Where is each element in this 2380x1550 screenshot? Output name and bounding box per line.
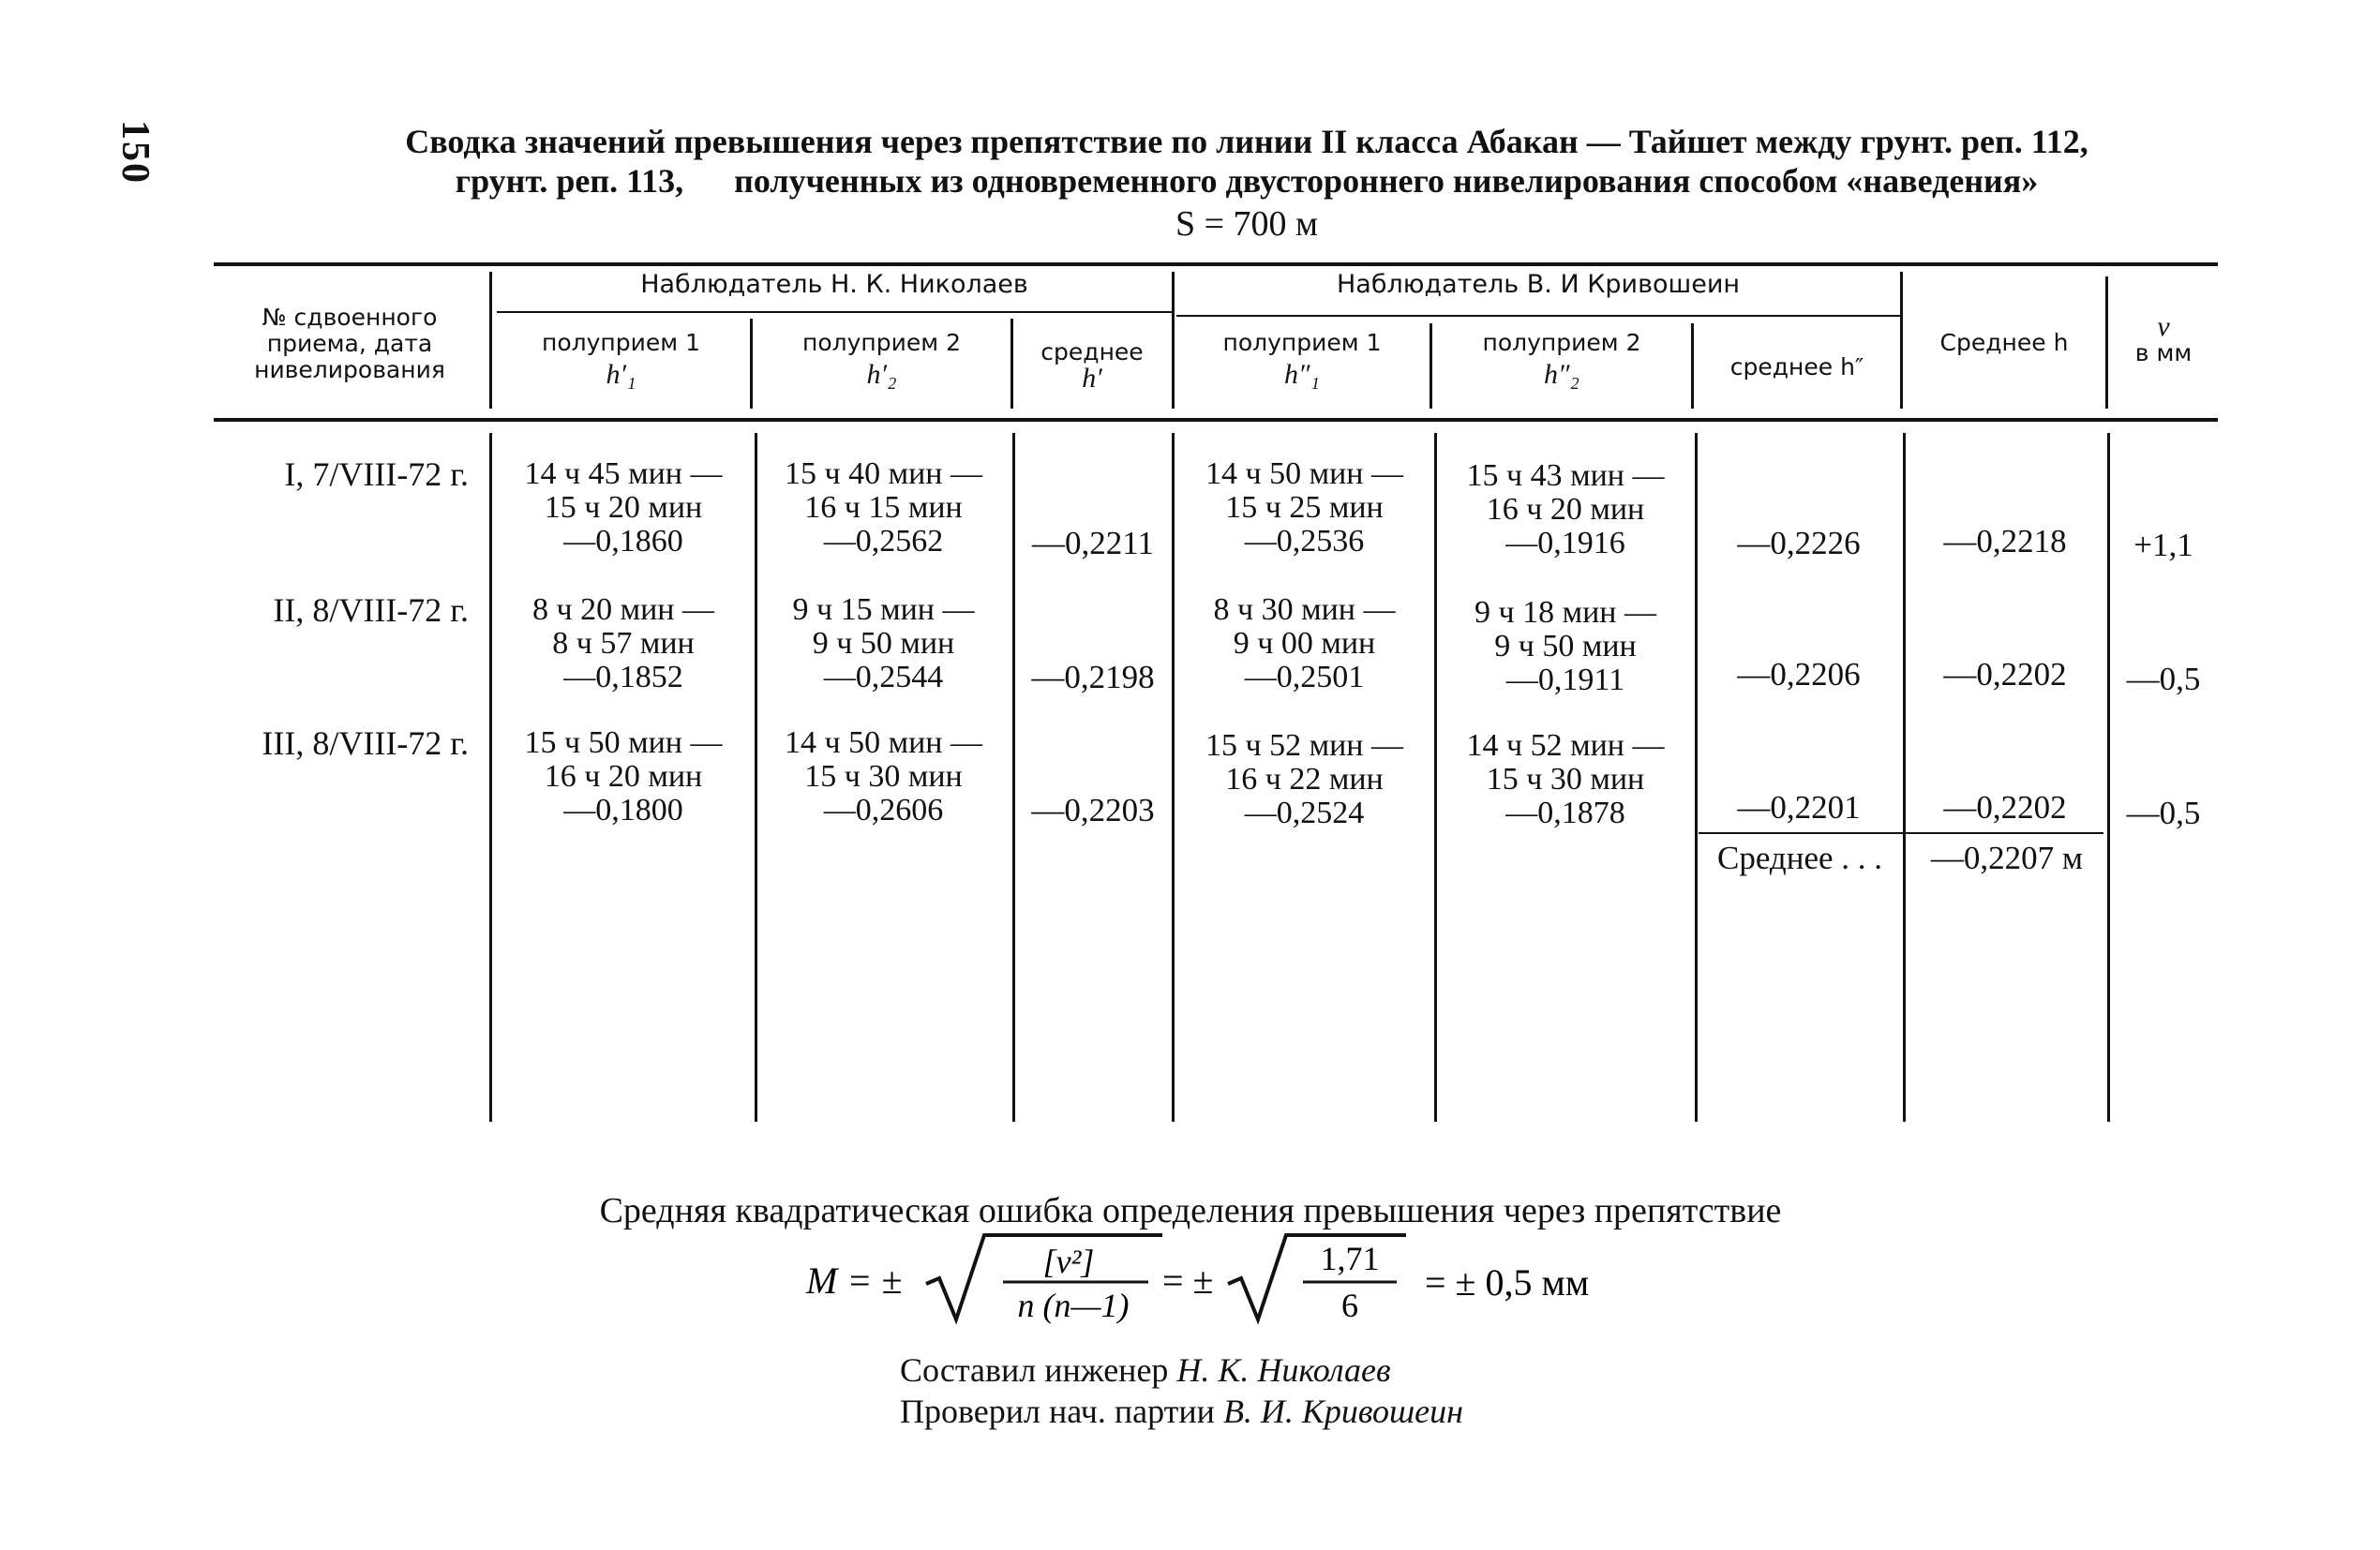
k-avg-cell: —0,2206 [1737, 656, 1861, 693]
row-label: II, 8/VIII-72 г. [273, 591, 469, 629]
header-k-half1: полуприем 1 h″₁ [1222, 329, 1382, 390]
title-line-2: грунт. реп. 113, полученных из одновременного двустороннего нивелирования способом «наведения» [455, 162, 2039, 200]
page-number: 150 [113, 120, 157, 185]
v-cell: —0,5 [2126, 795, 2201, 831]
header-bottom-rule [214, 418, 2218, 422]
header-observer1: Наблюдатель Н. К. Николаев [640, 270, 1028, 299]
signature-checked [900, 1391, 1463, 1432]
row-label: I, 7/VIII-72 г. [284, 455, 469, 493]
observer2-underline [1176, 315, 1900, 317]
k-half2-cell: 15 ч 43 мин — 16 ч 20 мин —0,1916 [1466, 458, 1665, 560]
radical-sign-2 [1228, 1235, 1406, 1319]
v-cell: +1,1 [2133, 527, 2193, 563]
formula-lhs: M = ± [806, 1259, 903, 1302]
n-avg-cell: —0,2198 [1031, 659, 1155, 695]
k-half2-cell: 14 ч 52 мин — 15 ч 30 мин —0,1878 [1466, 728, 1665, 830]
k-half1-cell: 8 ч 30 мин — 9 ч 00 мин —0,2501 [1213, 592, 1396, 694]
observer1-underline [497, 311, 1174, 313]
n-half2-cell: 9 ч 15 мин — 9 ч 50 мин —0,2544 [792, 592, 975, 694]
n-half1-cell: 14 ч 45 мин — 15 ч 20 мин —0,1860 [524, 456, 723, 559]
k-half1-cell: 15 ч 52 мин — 16 ч 22 мин —0,2524 [1205, 728, 1403, 830]
n-half2-cell: 14 ч 50 мин — 15 ч 30 мин —0,2606 [784, 725, 982, 827]
n-half2-cell: 15 ч 40 мин — 16 ч 15 мин —0,2562 [784, 456, 982, 559]
formula-title: Средняя квадратическая ошибка определения превышения через препятствие [599, 1191, 1782, 1230]
row-label: III, 8/VIII-72 г. [262, 724, 469, 762]
header-n-half1: полуприем 1 h′₁ [542, 329, 700, 390]
denominator-1: n (n—1) [1017, 1287, 1130, 1324]
header-observer2: Наблюдатель В. И Кривошеин [1336, 270, 1741, 299]
header-row-id: № сдвоенного приема, дата нивелирования [254, 304, 445, 383]
formula [787, 1228, 1687, 1331]
table-top-rule [214, 262, 2218, 266]
formula-radicals [787, 1228, 1687, 1331]
signature-compiled [900, 1349, 1391, 1391]
formula-mid: = ± [1162, 1259, 1214, 1302]
header-v: v в мм [2134, 311, 2193, 366]
header-k-half2: полуприем 2 h″₂ [1482, 329, 1641, 390]
k-avg-cell: —0,2226 [1737, 525, 1861, 561]
avg-h-cell: —0,2202 [1943, 789, 2067, 826]
compiled-name: Н. К. Николаев [1176, 1351, 1391, 1389]
summary-rule [1699, 832, 2103, 834]
n-avg-cell: —0,2211 [1032, 525, 1154, 561]
k-half1-cell: 14 ч 50 мин — 15 ч 25 мин —0,2536 [1205, 456, 1403, 559]
avg-h-cell: —0,2218 [1943, 523, 2067, 559]
distance-line: S = 700 м [1175, 204, 1319, 244]
k-half2-cell: 9 ч 18 мин — 9 ч 50 мин —0,1911 [1474, 595, 1656, 697]
col-divider-7 [2105, 276, 2108, 409]
numerator-1: [v²] [1042, 1243, 1095, 1280]
checked-prefix: Проверил нач. партии [900, 1393, 1215, 1430]
k-avg-cell: —0,2201 [1737, 789, 1861, 826]
denominator-2: 6 [1341, 1287, 1358, 1324]
n-half1-cell: 8 ч 20 мин — 8 ч 57 мин —0,1852 [531, 592, 714, 694]
numerator-2: 1,71 [1320, 1240, 1380, 1277]
summary-label: Среднее . . . [1716, 840, 1883, 876]
n-avg-cell: —0,2203 [1031, 792, 1155, 828]
document-title [281, 122, 2212, 201]
summary-value: —0,2207 м [1930, 840, 2084, 876]
checked-name: В. И. Кривошеин [1222, 1393, 1463, 1430]
title-line-1: Сводка значений превышения через препятствие по линии II класса Абакан — Тайшет между грунт. реп. 112, [405, 123, 2088, 160]
v-cell: —0,5 [2126, 661, 2201, 697]
header-k-avg: среднее h″ [1729, 353, 1864, 380]
compiled-prefix: Составил инженер [900, 1351, 1169, 1389]
header-n-avg: среднее h′ [1040, 338, 1144, 394]
header-n-half2: полуприем 2 h′₂ [802, 329, 961, 390]
formula-rhs: = ± 0,5 мм [1425, 1261, 1590, 1304]
n-half1-cell: 15 ч 50 мин — 16 ч 20 мин —0,1800 [524, 725, 723, 827]
header-avg-h: Среднее h [1939, 329, 2069, 356]
avg-h-cell: —0,2202 [1943, 656, 2067, 693]
